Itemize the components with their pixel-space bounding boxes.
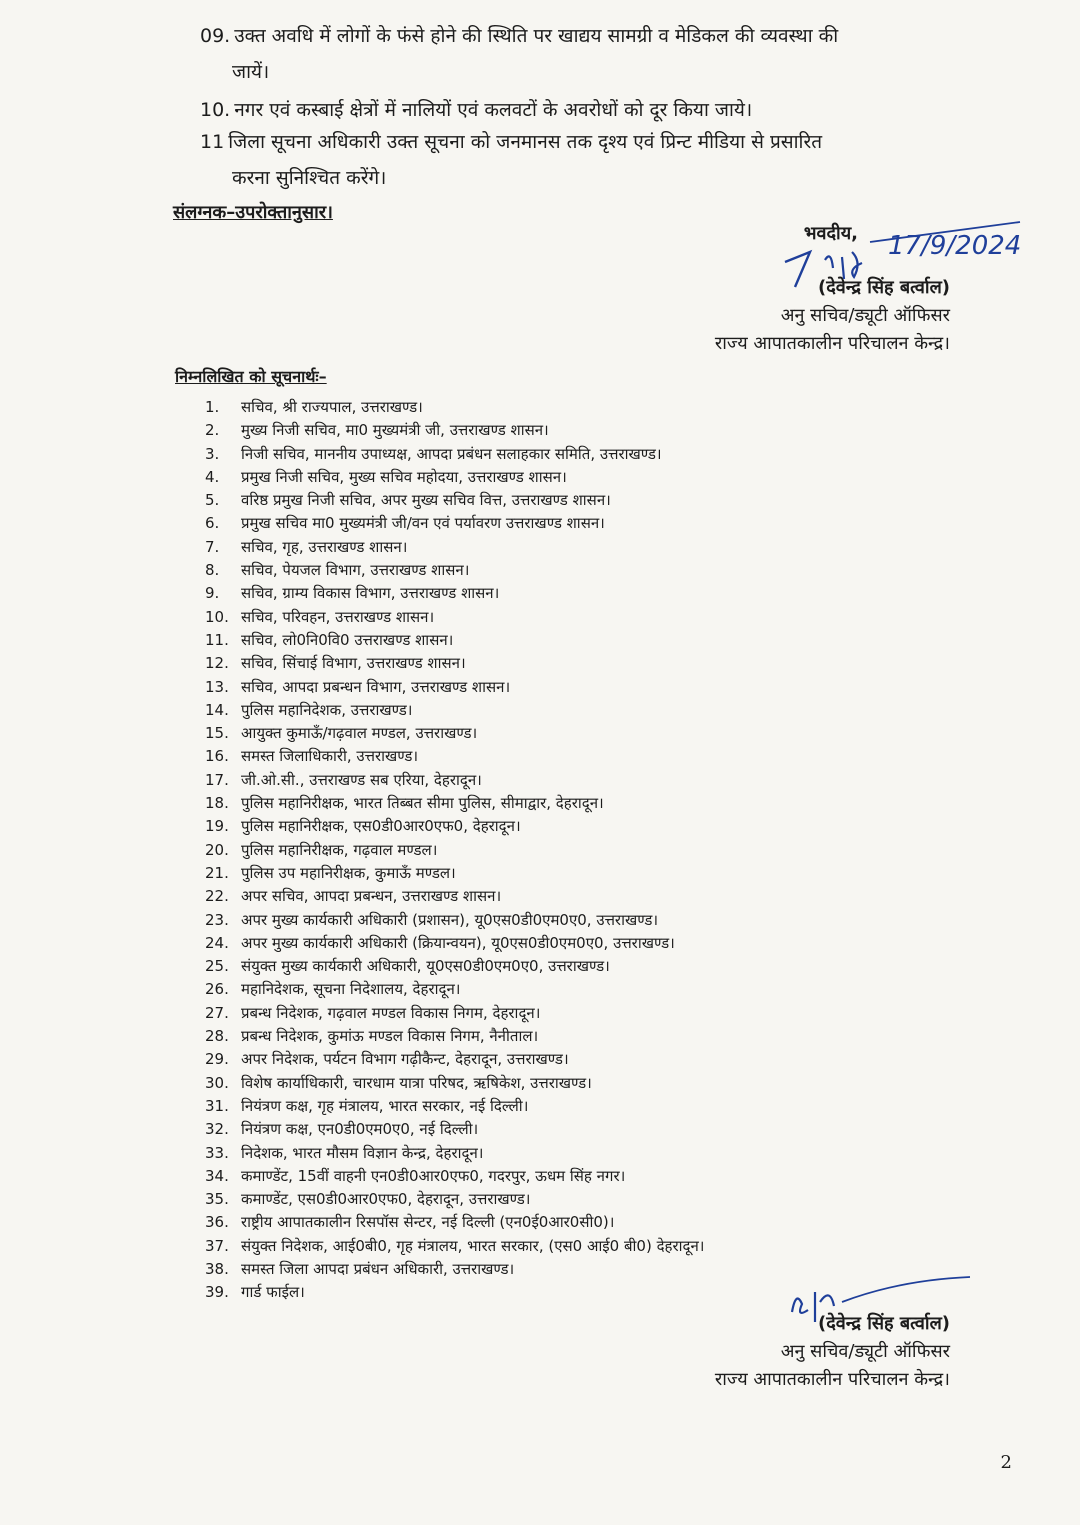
recipient-text: पुलिस महानिदेशक, उत्तराखण्ड।	[241, 700, 413, 719]
instruction-item-11	[200, 124, 1000, 196]
recipient-number: 35.	[205, 1190, 229, 1209]
recipient-text: सचिव, आपदा प्रबन्धन विभाग, उत्तराखण्ड शासन।	[241, 677, 511, 696]
recipient-item	[205, 1118, 845, 1141]
instruction-text: उक्त अवधि में लोगों के फंसे होने की स्थिति पर खाद्यय सामग्री व मेडिकल की व्यवस्था की	[234, 25, 839, 47]
recipient-text: पुलिस महानिरीक्षक, भारत तिब्बत सीमा पुलिस, सीमाद्वार, देहरादून।	[241, 794, 604, 813]
recipient-number: 31.	[205, 1096, 229, 1115]
recipient-text: प्रमुख सचिव मा0 मुख्यमंत्री जी/वन एवं पर्यावरण उत्तराखण्ड शासन।	[241, 514, 605, 533]
instruction-item-9	[200, 18, 1000, 90]
recipient-item	[205, 909, 845, 932]
recipient-text: अपर मुख्य कार्यकारी अधिकारी (प्रशासन), यू0एस0डी0एम0ए0, उत्तराखण्ड।	[241, 910, 659, 929]
recipient-number: 27.	[205, 1003, 229, 1022]
recipient-item	[205, 489, 845, 512]
recipient-number: 24.	[205, 933, 229, 952]
recipient-item	[205, 396, 845, 419]
recipient-number: 39.	[205, 1283, 229, 1302]
instruction-text-continued: जायें।	[232, 61, 270, 83]
recipient-text: राष्ट्रीय आपातकालीन रिसपॉस सेन्टर, नई दिल्ली (एन0ई0आर0सी0)।	[241, 1213, 615, 1232]
recipient-number: 29.	[205, 1050, 229, 1069]
recipient-item	[205, 1072, 845, 1095]
signatory-office: राज्य आपातकालीन परिचालन केन्द्र।	[714, 1369, 950, 1390]
recipient-text: सचिव, ग्राम्य विकास विभाग, उत्तराखण्ड शासन।	[241, 584, 500, 603]
recipient-item	[205, 792, 845, 815]
recipient-number: 13.	[205, 677, 229, 696]
recipient-item	[205, 1281, 845, 1304]
recipient-text: निजी सचिव, माननीय उपाध्यक्ष, आपदा प्रबंधन सलाहकार समिति, उत्तराखण्ड।	[241, 444, 662, 463]
recipient-item	[205, 1048, 845, 1071]
recipient-text: सचिव, पेयजल विभाग, उत्तराखण्ड शासन।	[241, 561, 470, 580]
recipient-text: कमाण्डेंट, एस0डी0आर0एफ0, देहरादून, उत्तराखण्ड।	[241, 1190, 531, 1209]
recipient-text: सचिव, सिंचाई विभाग, उत्तराखण्ड शासन।	[241, 654, 466, 673]
signature-block-bottom	[715, 1310, 950, 1394]
recipient-item	[205, 1002, 845, 1025]
handwritten-signature-top	[770, 212, 1040, 302]
recipient-item	[205, 629, 845, 652]
recipient-number: 12.	[205, 654, 229, 673]
recipient-number: 11.	[205, 630, 229, 649]
recipient-text: समस्त जिला आपदा प्रबंधन अधिकारी, उत्तराखण्ड।	[241, 1259, 515, 1278]
recipient-number: 21.	[205, 863, 229, 882]
recipient-number: 3.	[205, 444, 220, 463]
recipients-heading: निम्नलिखित को सूचनार्थः–	[175, 367, 327, 386]
recipient-item	[205, 466, 845, 489]
instruction-text: जिला सूचना अधिकारी उक्त सूचना को जनमानस तक दृश्य एवं प्रिन्ट मीडिया से प्रसारित	[228, 131, 823, 153]
yours-faithfully: भवदीय,	[803, 223, 858, 244]
page-number: 2	[1000, 1452, 1012, 1473]
recipient-number: 19.	[205, 817, 229, 836]
recipient-text: अपर निदेशक, पर्यटन विभाग गढ़ीकैन्ट, देहरादून, उत्तराखण्ड।	[241, 1050, 569, 1069]
recipient-number: 2.	[205, 421, 220, 440]
instruction-number: 11	[200, 131, 225, 153]
instruction-number: 10.	[200, 99, 231, 121]
recipient-number: 26.	[205, 980, 229, 999]
recipient-text: नियंत्रण कक्ष, एन0डी0एम0ए0, नई दिल्ली।	[241, 1120, 479, 1139]
recipient-item	[205, 862, 845, 885]
recipient-item	[205, 885, 845, 908]
recipient-number: 18.	[205, 794, 229, 813]
recipient-number: 30.	[205, 1073, 229, 1092]
recipient-item	[205, 443, 845, 466]
recipient-text: सचिव, गृह, उत्तराखण्ड शासन।	[241, 537, 408, 556]
recipient-text: विशेष कार्याधिकारी, चारधाम यात्रा परिषद, ऋषिकेश, उत्तराखण्ड।	[241, 1073, 592, 1092]
recipient-text: मुख्य निजी सचिव, मा0 मुख्यमंत्री जी, उत्तराखण्ड शासन।	[241, 421, 549, 440]
recipient-text: महानिदेशक, सूचना निदेशालय, देहरादून।	[241, 980, 461, 999]
recipient-item	[205, 536, 845, 559]
recipient-item	[205, 978, 845, 1001]
recipient-text: संयुक्त मुख्य कार्यकारी अधिकारी, यू0एस0डी0एम0ए0, उत्तराखण्ड।	[241, 957, 610, 976]
recipient-text: समस्त जिलाधिकारी, उत्तराखण्ड।	[241, 747, 419, 766]
recipient-number: 20.	[205, 840, 229, 859]
recipient-item	[205, 676, 845, 699]
instruction-text-continued: करना सुनिश्चित करेंगे।	[232, 167, 387, 189]
recipient-number: 33.	[205, 1143, 229, 1162]
recipient-item	[205, 839, 845, 862]
recipient-number: 38.	[205, 1259, 229, 1278]
recipient-item	[205, 955, 845, 978]
handwritten-date: 17/9/2024	[888, 231, 1022, 261]
recipient-item	[205, 769, 845, 792]
enclosure-note: संलग्नक–उपरोक्तानुसार।	[173, 202, 333, 223]
recipient-item	[205, 1095, 845, 1118]
recipient-item	[205, 1258, 845, 1281]
recipient-item	[205, 419, 845, 442]
recipient-text: सचिव, श्री राज्यपाल, उत्तराखण्ड।	[241, 398, 423, 416]
recipient-number: 32.	[205, 1120, 229, 1139]
recipient-item	[205, 512, 845, 535]
recipient-text: पुलिस महानिरीक्षक, एस0डी0आर0एफ0, देहरादून।	[241, 817, 521, 836]
recipient-item	[205, 582, 845, 605]
recipient-item	[205, 1165, 845, 1188]
recipient-text: पुलिस महानिरीक्षक, गढ़वाल मण्डल।	[241, 840, 438, 859]
recipient-text: वरिष्ठ प्रमुख निजी सचिव, अपर मुख्य सचिव वित्त, उत्तराखण्ड शासन।	[241, 491, 611, 510]
recipient-text: आयुक्त कुमाऊँ/गढ़वाल मण्डल, उत्तराखण्ड।	[241, 724, 478, 743]
instruction-item-10	[200, 92, 1000, 128]
recipient-number: 14.	[205, 700, 229, 719]
recipient-item	[205, 1188, 845, 1211]
recipient-number: 1.	[205, 398, 220, 416]
recipient-text: प्रमुख निजी सचिव, मुख्य सचिव महोदया, उत्तराखण्ड शासन।	[241, 467, 567, 486]
signatory-name: (देवेन्द्र सिंह बर्त्वाल)	[818, 277, 950, 298]
recipient-text: निदेशक, भारत मौसम विज्ञान केन्द्र, देहरादून।	[241, 1143, 484, 1162]
recipient-number: 9.	[205, 584, 220, 603]
recipient-number: 34.	[205, 1166, 229, 1185]
recipient-item	[205, 559, 845, 582]
recipient-number: 22.	[205, 887, 229, 906]
signatory-name: (देवेन्द्र सिंह बर्त्वाल)	[818, 1313, 950, 1334]
instruction-number: 09.	[200, 25, 231, 47]
recipient-item	[205, 1142, 845, 1165]
recipient-number: 7.	[205, 537, 220, 556]
recipient-text: अपर सचिव, आपदा प्रबन्धन, उत्तराखण्ड शासन।	[241, 887, 502, 906]
recipient-number: 6.	[205, 514, 220, 533]
recipient-number: 23.	[205, 910, 229, 929]
recipient-text: प्रबन्ध निदेशक, गढ़वाल मण्डल विकास निगम, देहरादून।	[241, 1003, 541, 1022]
recipient-text: अपर मुख्य कार्यकारी अधिकारी (क्रियान्वयन), यू0एस0डी0एम0ए0, उत्तराखण्ड।	[241, 933, 675, 952]
recipient-text: प्रबन्ध निदेशक, कुमांऊ मण्डल विकास निगम, नैनीताल।	[241, 1027, 539, 1046]
recipient-item	[205, 699, 845, 722]
recipient-number: 15.	[205, 724, 229, 743]
recipient-item	[205, 652, 845, 675]
recipient-number: 10.	[205, 607, 229, 626]
recipient-item	[205, 745, 845, 768]
recipient-item	[205, 1025, 845, 1048]
recipient-number: 5.	[205, 491, 220, 510]
recipient-item	[205, 1211, 845, 1234]
instruction-text: नगर एवं कस्बाई क्षेत्रों में नालियों एवं कलवटों के अवरोधों को दूर किया जाये।	[234, 99, 753, 121]
recipient-text: जी.ओ.सी., उत्तराखण्ड सब एरिया, देहरादून।	[241, 770, 482, 789]
recipient-number: 36.	[205, 1213, 229, 1232]
recipient-item	[205, 932, 845, 955]
recipient-number: 8.	[205, 561, 220, 580]
recipient-list	[205, 396, 845, 1305]
recipient-number: 4.	[205, 467, 220, 486]
recipient-number: 37.	[205, 1236, 229, 1255]
recipient-number: 25.	[205, 957, 229, 976]
recipient-item	[205, 1235, 845, 1258]
recipient-item	[205, 815, 845, 838]
recipient-text: संयुक्त निदेशक, आई0बी0, गृह मंत्रालय, भारत सरकार, (एस0 आई0 बी0) देहरादून।	[241, 1236, 705, 1255]
signatory-designation: अनु सचिव/ड्यूटी ऑफिसर	[780, 1341, 950, 1362]
recipient-number: 16.	[205, 747, 229, 766]
signatory-office: राज्य आपातकालीन परिचालन केन्द्र।	[714, 333, 950, 354]
recipient-item	[205, 606, 845, 629]
recipient-text: कमाण्डेंट, 15वीं वाहनी एन0डी0आर0एफ0, गदरपुर, ऊधम सिंह नगर।	[241, 1166, 626, 1185]
recipient-text: नियंत्रण कक्ष, गृह मंत्रालय, भारत सरकार, नई दिल्ली।	[241, 1096, 529, 1115]
signatory-designation: अनु सचिव/ड्यूटी ऑफिसर	[780, 305, 950, 326]
recipient-text: सचिव, परिवहन, उत्तराखण्ड शासन।	[241, 607, 435, 626]
recipient-number: 28.	[205, 1027, 229, 1046]
recipient-text: गार्ड फाईल।	[241, 1283, 305, 1302]
recipient-number: 17.	[205, 770, 229, 789]
recipient-item	[205, 722, 845, 745]
recipient-text: पुलिस उप महानिरीक्षक, कुमाऊँ मण्डल।	[241, 863, 456, 882]
recipient-text: सचिव, लो0नि0वि0 उत्तराखण्ड शासन।	[241, 630, 454, 649]
